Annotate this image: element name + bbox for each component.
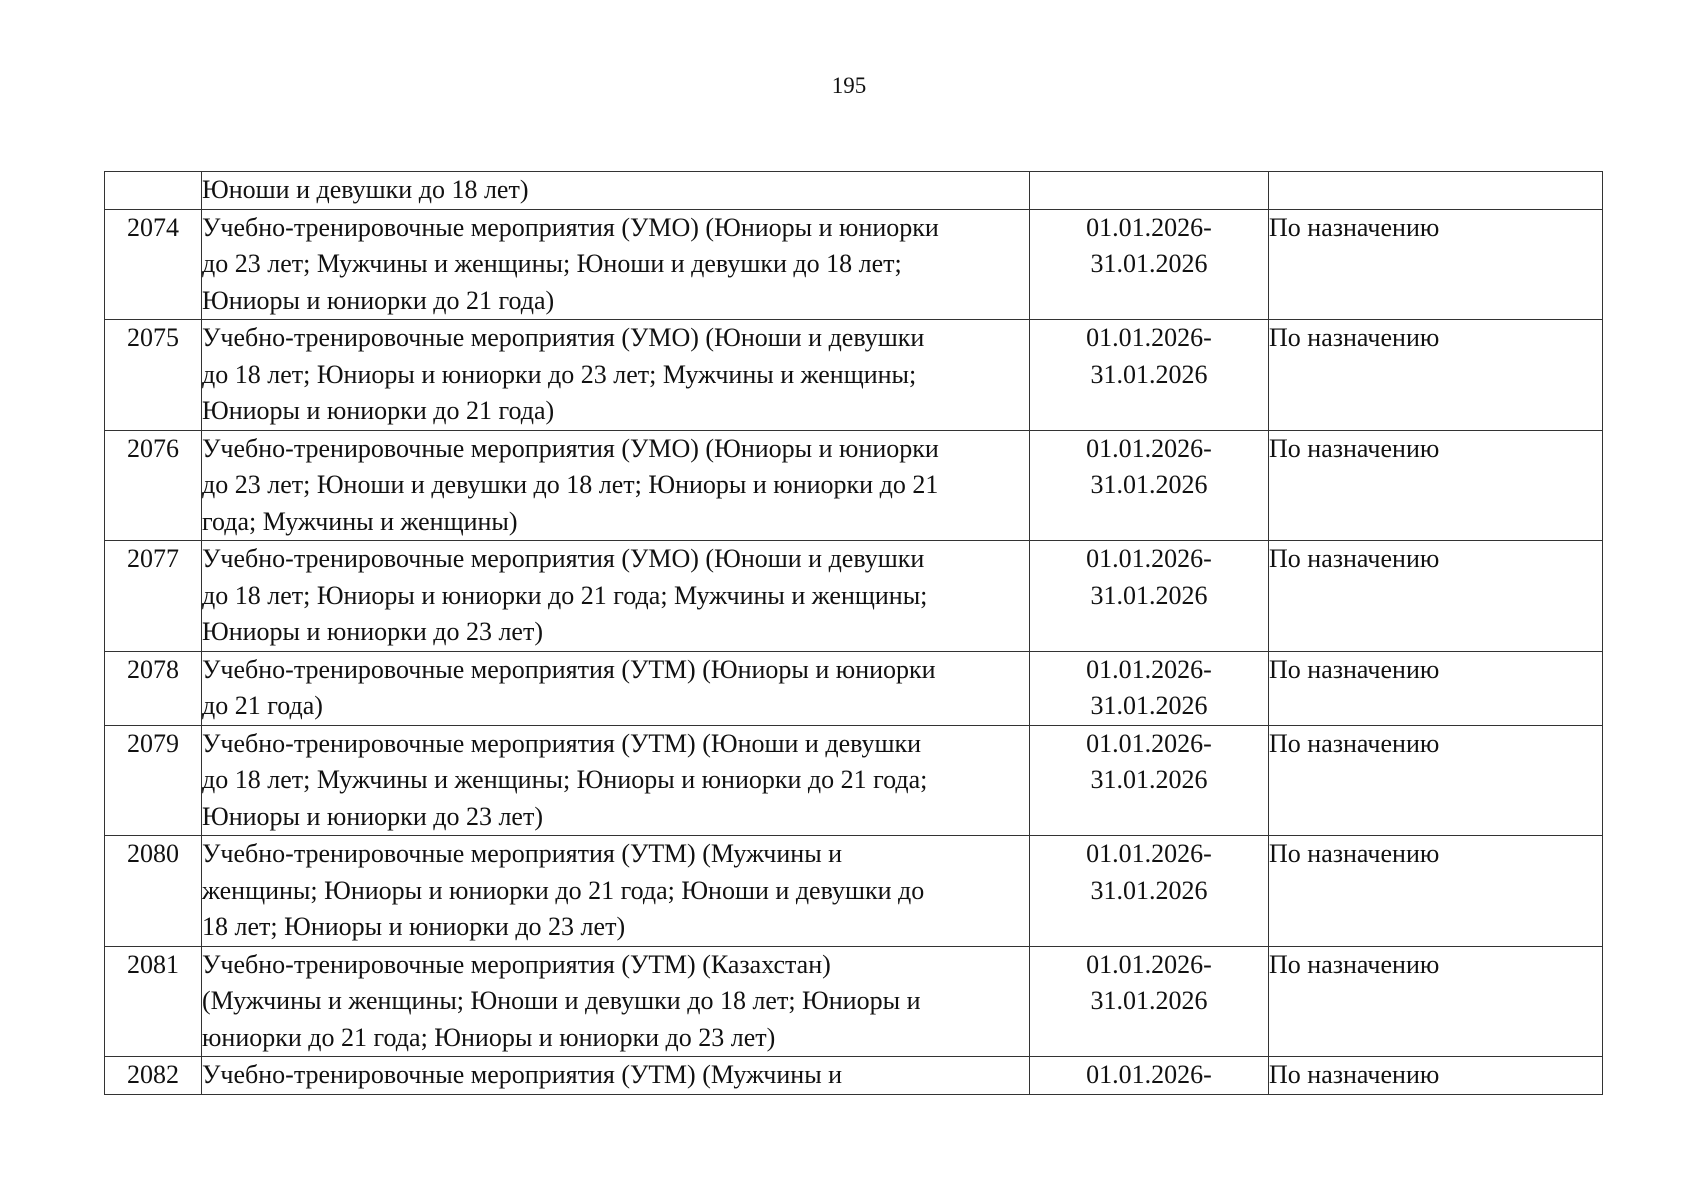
row-number: 2075: [127, 323, 179, 352]
event-date-line: 31.01.2026: [1090, 765, 1208, 794]
event-title-line: 18 лет; Юниоры и юниорки до 23 лет): [202, 912, 626, 941]
row-number-cell: [105, 209, 202, 320]
row-number: 2077: [127, 544, 179, 573]
event-dates-cell: [1030, 1057, 1269, 1095]
event-place: По назначению: [1269, 728, 1440, 758]
event-place: По назначению: [1269, 949, 1440, 979]
event-dates-cell: [1030, 430, 1269, 541]
event-title-line: (Мужчины и женщины; Юноши и девушки до 18 лет; Юниоры и: [202, 986, 921, 1015]
event-dates-cell: [1030, 172, 1269, 210]
event-place: По назначению: [1269, 1060, 1440, 1089]
event-place-cell: [1269, 1057, 1603, 1095]
event-date-line: 01.01.2026-: [1086, 654, 1212, 684]
event-dates-cell: [1030, 725, 1269, 836]
table-row: [105, 541, 1603, 652]
row-number: 2079: [127, 728, 179, 758]
table-row: [105, 1057, 1603, 1095]
event-date-line: 31.01.2026: [1090, 249, 1208, 278]
row-number-cell: [105, 320, 202, 431]
event-dates-cell: [1030, 836, 1269, 947]
event-title-line: Юниоры и юниорки до 23 лет): [202, 801, 543, 831]
table-body: [105, 172, 1603, 1095]
event-title-cell: [202, 430, 1030, 541]
event-title-line: до 18 лет; Мужчины и женщины; Юниоры и юниорки до 21 года;: [202, 765, 928, 794]
event-date-line: 01.01.2026-: [1086, 949, 1212, 979]
event-title-line: Юноши и девушки до 18 лет): [202, 175, 529, 204]
event-title-line: Учебно-тренировочные мероприятия (УТМ) (Мужчины и: [202, 839, 843, 868]
row-number: 2078: [127, 654, 179, 684]
event-place-cell: [1269, 836, 1603, 947]
event-place-cell: [1269, 209, 1603, 320]
event-title-line: года; Мужчины и женщины): [202, 506, 518, 536]
row-number-cell: [105, 651, 202, 725]
event-dates-cell: [1030, 651, 1269, 725]
event-date-line: 01.01.2026-: [1086, 544, 1212, 573]
event-title-line: Юниоры и юниорки до 21 года): [202, 285, 555, 315]
event-date-line: 31.01.2026: [1090, 691, 1208, 720]
event-title-line: Учебно-тренировочные мероприятия (УМО) (Юниоры и юниорки: [202, 212, 939, 242]
table-row: [105, 430, 1603, 541]
table-row: [105, 651, 1603, 725]
events-table: [104, 171, 1603, 1095]
page-number: 195: [831, 73, 867, 98]
event-title-line: Юниоры и юниорки до 21 года): [202, 396, 555, 425]
event-date-line: 01.01.2026-: [1086, 1060, 1212, 1089]
event-title-cell: [202, 320, 1030, 431]
event-title-line: Учебно-тренировочные мероприятия (УТМ) (Юноши и девушки: [202, 728, 922, 758]
event-date-line: 31.01.2026: [1090, 470, 1208, 499]
event-title-cell: [202, 172, 1030, 210]
row-number-cell: [105, 946, 202, 1057]
event-place-cell: [1269, 172, 1603, 210]
event-place-cell: [1269, 651, 1603, 725]
table-row: [105, 320, 1603, 431]
event-date-line: 01.01.2026-: [1086, 212, 1212, 242]
event-title-cell: [202, 1057, 1030, 1095]
event-title-line: Учебно-тренировочные мероприятия (УМО) (Юноши и девушки: [202, 544, 925, 573]
event-place-cell: [1269, 430, 1603, 541]
row-number-cell: [105, 725, 202, 836]
event-title-line: женщины; Юниоры и юниорки до 21 года; Юноши и девушки до: [202, 875, 925, 905]
event-place: По назначению: [1269, 654, 1440, 684]
event-title-line: Учебно-тренировочные мероприятия (УТМ) (Мужчины и: [202, 1060, 843, 1089]
row-number-cell: [105, 836, 202, 947]
event-title-cell: [202, 209, 1030, 320]
event-title-line: до 18 лет; Юниоры и юниорки до 23 лет; Мужчины и женщины;: [202, 359, 917, 389]
event-place: По назначению: [1269, 839, 1440, 868]
event-place-cell: [1269, 320, 1603, 431]
event-title-line: Учебно-тренировочные мероприятия (УТМ) (Юниоры и юниорки: [202, 654, 936, 684]
event-place-cell: [1269, 725, 1603, 836]
event-title-line: Учебно-тренировочные мероприятия (УМО) (Юноши и девушки: [202, 323, 925, 352]
event-place-cell: [1269, 946, 1603, 1057]
event-dates-cell: [1030, 541, 1269, 652]
table-row: [105, 836, 1603, 947]
event-title-line: до 23 лет; Мужчины и женщины; Юноши и девушки до 18 лет;: [202, 249, 902, 278]
row-number-cell: [105, 430, 202, 541]
row-number: 2076: [127, 433, 179, 463]
row-number-cell: [105, 172, 202, 210]
event-date-line: 01.01.2026-: [1086, 839, 1212, 868]
event-dates-cell: [1030, 209, 1269, 320]
event-title-cell: [202, 725, 1030, 836]
event-title-line: Учебно-тренировочные мероприятия (УМО) (Юниоры и юниорки: [202, 433, 939, 463]
event-title-line: до 18 лет; Юниоры и юниорки до 21 года; Мужчины и женщины;: [202, 580, 928, 610]
event-title-line: Учебно-тренировочные мероприятия (УТМ) (Казахстан): [202, 949, 831, 979]
event-title-cell: [202, 651, 1030, 725]
event-dates-cell: [1030, 946, 1269, 1057]
event-date-line: 01.01.2026-: [1086, 433, 1212, 463]
event-place: По назначению: [1269, 433, 1440, 463]
event-title-line: юниорки до 21 года; Юниоры и юниорки до 23 лет): [202, 1022, 776, 1052]
row-number: 2080: [127, 839, 179, 868]
event-title-line: до 21 года): [202, 691, 323, 720]
event-place: По назначению: [1269, 212, 1440, 242]
row-number-cell: [105, 1057, 202, 1095]
row-number-cell: [105, 541, 202, 652]
row-number: 2081: [127, 949, 179, 979]
row-number: 2074: [127, 212, 179, 242]
event-date-line: 31.01.2026: [1090, 986, 1208, 1015]
event-dates-cell: [1030, 320, 1269, 431]
event-place-cell: [1269, 541, 1603, 652]
event-title-line: до 23 лет; Юноши и девушки до 18 лет; Юниоры и юниорки до 21: [202, 470, 939, 499]
table-row: [105, 172, 1603, 210]
event-date-line: 01.01.2026-: [1086, 728, 1212, 758]
event-date-line: 01.01.2026-: [1086, 323, 1212, 352]
event-place: По назначению: [1269, 323, 1440, 352]
table-row: [105, 725, 1603, 836]
event-date-line: 31.01.2026: [1090, 359, 1208, 389]
event-title-line: Юниоры и юниорки до 23 лет): [202, 617, 543, 646]
event-date-line: 31.01.2026: [1090, 580, 1208, 610]
table-row: [105, 209, 1603, 320]
event-place: По назначению: [1269, 544, 1440, 573]
table-row: [105, 946, 1603, 1057]
event-title-cell: [202, 541, 1030, 652]
row-number: 2082: [127, 1060, 179, 1089]
event-date-line: 31.01.2026: [1090, 875, 1208, 905]
event-title-cell: [202, 946, 1030, 1057]
event-title-cell: [202, 836, 1030, 947]
